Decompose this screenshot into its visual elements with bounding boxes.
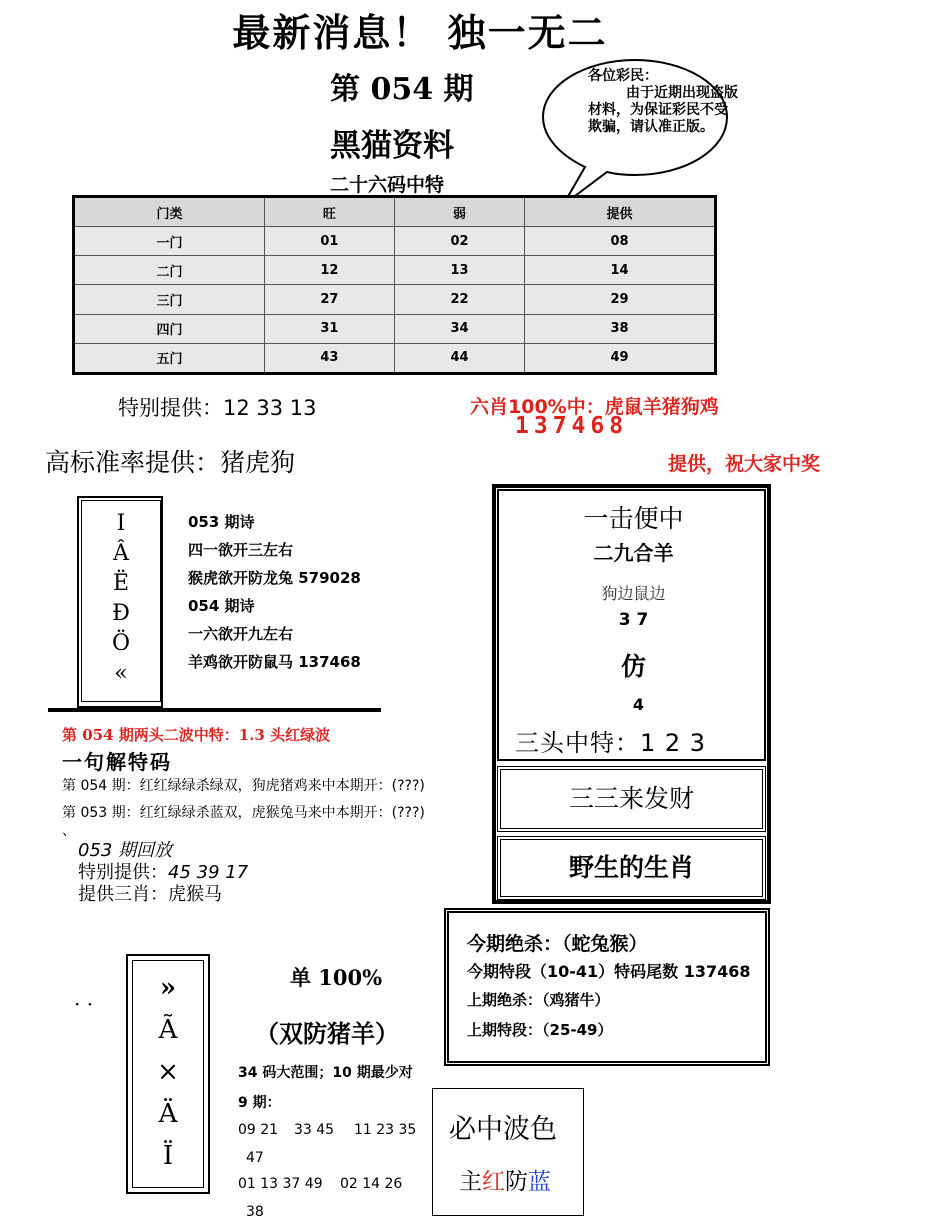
table-header: 门类 [74,197,265,227]
poem-054-line2: 羊鸡欲开防鼠马 137468 [188,653,361,671]
table-cell: 38 [525,314,716,343]
review-block [78,840,248,906]
vertical-glyph: Ï [162,1141,174,1171]
dots: · · [74,992,94,1016]
period-054: 第 054 期：红红绿绿杀绿双，狗虎猪鸡来中本期开：(???) [62,778,425,794]
divider [48,708,381,712]
poem-block [188,508,361,676]
table-cell: 01 [264,227,394,256]
vertical-glyph: Ë [112,571,130,596]
range-line-1: 34 码大范围；10 期最少对 [238,1065,413,1081]
table-cell: 22 [394,285,524,314]
wave-main: 主 [459,1169,482,1195]
table-header: 旺 [264,197,394,227]
number-group: 09 21 [238,1122,279,1138]
review-special [78,862,248,884]
single-100: 单 100% [290,965,383,990]
wave-color-line [459,1163,551,1196]
right-title: 一击便中 [583,504,684,533]
review-title: 053 期回放 [78,840,173,861]
six-zodiac-line: 六肖100%中：虎鼠羊猪狗鸡 [470,396,719,418]
kill-box [444,908,770,1066]
high-mark-value: 猪虎狗 [220,448,296,477]
poem-053-line2: 猴虎欲开防龙兔 579028 [188,569,361,587]
table-cell: 四门 [74,314,265,343]
review-three [78,884,248,906]
right-box2-text: 三三来发财 [568,784,694,813]
right-line5: 仿 [620,652,646,681]
vertical-glyph-box-2 [126,954,210,1194]
document-name: 黑猫资料 [330,128,454,164]
bubble-text [588,68,738,136]
right-line7: 三头中特：1 2 3 [515,729,707,757]
number-group: 47 [246,1150,264,1166]
table-cell: 二门 [74,256,265,285]
wave-fang: 防 [505,1169,528,1195]
kill-l4: 上期特段：（25-49） [467,1021,613,1039]
right-panel-top [497,489,766,761]
wish-text: 提供，祝大家中奖 [668,453,821,475]
table-header-row [74,197,716,227]
double-guard: （双防猪羊） [255,1019,399,1048]
table-cell: 31 [264,314,394,343]
table-cell: 29 [525,285,716,314]
wave-red: 红 [482,1169,505,1195]
table-row [74,285,716,314]
review-three-value: 虎猴马 [168,884,222,905]
number-group: 01 13 37 49 [238,1176,323,1192]
table-row [74,314,716,343]
table-cell: 49 [525,343,716,373]
special-numbers: 12 33 13 [223,396,317,420]
right-line3: 狗边鼠边 [601,584,666,603]
table-header: 提供 [525,197,716,227]
kill-l2: 今期特段（10-41）特码尾数 137468 [467,962,751,981]
yiju-title: 一句解特码 [62,750,172,774]
table-cell: 43 [264,343,394,373]
vertical-glyph: « [114,661,128,686]
special-label: 特别提供： [118,396,223,420]
wave-blue: 蓝 [528,1169,551,1195]
vertical-glyph: Ä [158,1099,178,1129]
wave-color-title: 必中波色 [449,1114,557,1145]
table-cell: 08 [525,227,716,256]
page-title: 最新消息！ 独一无二 [232,11,608,55]
vertical-glyph-box [77,496,163,708]
table-cell: 02 [394,227,524,256]
review-special-value: 45 39 17 [168,862,249,883]
number-group: 11 23 35 [354,1122,417,1138]
right-box-3 [497,836,766,900]
vertical-glyph: Đ [112,601,130,626]
table-cell: 三门 [74,285,265,314]
number-group: 02 14 26 [340,1176,403,1192]
vertical-glyph: Â [113,541,129,566]
number-table [72,195,717,375]
table-cell: 12 [264,256,394,285]
period-053: 第 053 期：红红绿绿杀蓝双，虎猴兔马来中本期开：(???) [62,805,425,821]
vertical-glyph: × [157,1057,179,1087]
right-line6: 4 [632,695,645,714]
vertical-glyph-inner [81,500,161,702]
table-cell: 27 [264,285,394,314]
bubble-message: 由于近期出现盗版材料，为保证彩民不受欺骗，请认准正版。 [588,85,738,135]
table-cell: 五门 [74,343,265,373]
table-row [74,256,716,285]
table-cell: 34 [394,314,524,343]
poem-053-title: 053 期诗 [188,513,255,531]
poem-053-line1: 四一欲开三左右 [188,541,294,559]
table-row [74,343,716,373]
right-box3-text: 野生的生肖 [568,853,694,882]
wave-color-box [432,1088,584,1216]
six-zodiac-numbers: 137468 [515,413,629,439]
number-group: 33 45 [294,1122,335,1138]
table-cell: 44 [394,343,524,373]
range-line-2: 9 期： [238,1095,281,1111]
issue-number: 第 054 期 [330,72,474,107]
vertical-glyph: » [159,973,177,1003]
table-cell: 14 [525,256,716,285]
special-offer [118,392,317,422]
table-header: 弱 [394,197,524,227]
table-cell: 一门 [74,227,265,256]
bubble-greeting: 各位彩民： [588,68,658,84]
high-mark [45,443,295,479]
table-cell: 13 [394,256,524,285]
kill-l1: 今期绝杀：（蛇兔猴） [467,933,648,955]
poem-054-line1: 一六欲开九左右 [188,625,294,643]
right-line2: 二九合羊 [593,541,674,565]
review-three-label: 提供三肖： [78,884,168,905]
high-mark-label: 高标准率提供： [45,448,221,477]
kill-l3: 上期绝杀：（鸡猪牛） [467,991,610,1009]
vertical-glyph-inner-2 [132,960,204,1188]
tick-mark: 、 [62,823,76,839]
subtitle: 二十六码中特 [330,174,445,196]
vertical-glyph: I [116,511,126,536]
number-group: 38 [246,1204,264,1220]
right-line4: 3 7 [618,610,649,630]
review-special-label: 特别提供： [78,862,168,883]
wave-red-line: 第 054 期两头二波中特：1.3 头红绿波 [62,726,331,744]
vertical-glyph: Ã [158,1015,178,1045]
right-box-2 [497,766,766,832]
table-row [74,227,716,256]
vertical-glyph: Ö [111,631,131,656]
poem-054-title: 054 期诗 [188,597,255,615]
